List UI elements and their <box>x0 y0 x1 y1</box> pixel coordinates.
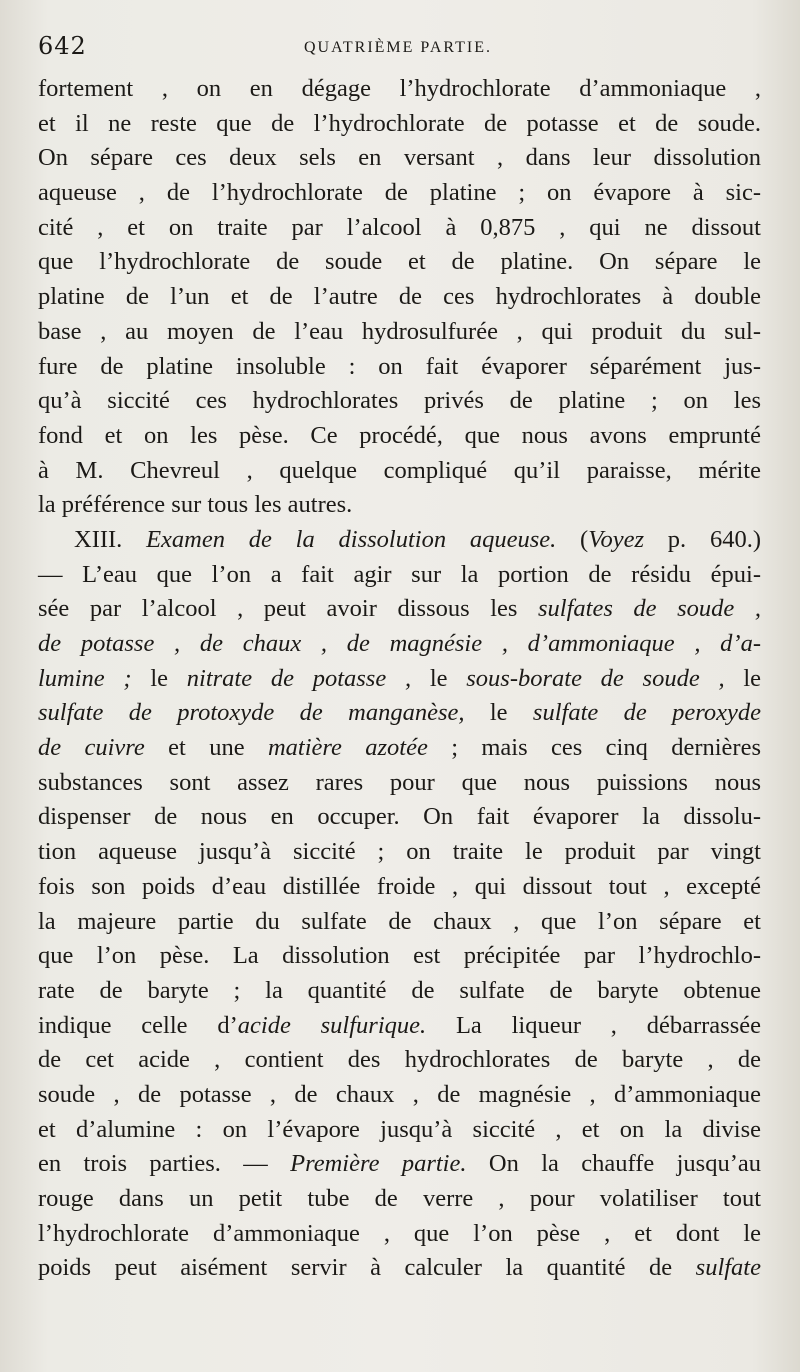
text-line <box>38 523 761 558</box>
text-line <box>38 870 761 905</box>
text-run: cité , et on traite par l’alcool à 0,875 , qui ne dissout <box>38 213 761 241</box>
text-line <box>38 558 761 593</box>
text-run: soude , de potasse , de chaux , de magnésie , d’ammoniaque <box>38 1080 761 1108</box>
page-number: 642 <box>38 32 87 60</box>
italic-text: acide sulfurique. <box>237 1011 427 1039</box>
text-run: fure de platine insoluble : on fait évaporer séparément jus- <box>38 352 761 380</box>
text-run: p. 640.) <box>644 525 761 553</box>
text-line <box>38 939 761 974</box>
text-run: qu’à siccité ces hydrochlorates privés de platine ; on les <box>38 387 761 415</box>
text-line <box>38 1009 761 1044</box>
text-line <box>38 350 761 385</box>
text-line <box>38 176 761 211</box>
italic-text: Voyez <box>588 525 645 553</box>
text-run: poids peut aisément servir à calculer la quantité de <box>38 1254 696 1282</box>
text-run: que l’on pèse. La dissolution est précipitée par l’hydrochlo- <box>38 942 761 970</box>
text-run: La liqueur , débarrassée <box>426 1011 761 1039</box>
text-line <box>38 488 761 523</box>
text-line <box>38 835 761 870</box>
italic-text: de potasse , de chaux , de magnésie , d’ammoniaque , d’a- <box>38 630 761 657</box>
text-run: et il ne reste que de l’hydrochlorate de potasse et de soude. <box>38 109 761 137</box>
italic-text: sulfate de protoxyde de manganèse, <box>38 699 465 727</box>
text-line <box>38 974 761 1009</box>
text-line <box>38 1182 761 1217</box>
italic-text: sulfate <box>695 1254 761 1282</box>
text-run: à M. Chevreul , quelque compliqué qu’il paraisse, mérite <box>38 456 761 484</box>
italic-text: Examen de la dissolution aqueuse. <box>146 525 557 553</box>
text-line <box>38 800 761 835</box>
text-run: et une <box>144 734 268 762</box>
text-run: sée par l’alcool , peut avoir dissous les <box>38 595 538 623</box>
italic-text: sulfate de peroxyde <box>532 699 761 727</box>
text-run: On sépare ces deux sels en versant , dans leur dissolution <box>38 144 761 172</box>
text-run: rate de baryte ; la quantité de sulfate de baryte obtenue <box>38 976 761 1004</box>
text-run: ; mais ces cinq dernières <box>427 734 761 762</box>
text-line <box>38 696 761 731</box>
text-run: base , au moyen de l’eau hydrosulfurée , qui produit du sul- <box>38 317 761 345</box>
text-run: tion aqueuse jusqu’à siccité ; on traite le produit par vingt <box>38 838 761 866</box>
text-run: le <box>464 699 533 727</box>
italic-text: sous-borate de soude , <box>466 664 725 692</box>
italic-text: matière azotée <box>267 734 428 762</box>
text-line <box>38 419 761 454</box>
text-run: platine de l’un et de l’autre de ces hydrochlorates à double <box>38 283 761 311</box>
text-run: fond et on les pèse. Ce procédé, que nous avons emprunté <box>38 421 761 449</box>
text-line <box>38 72 761 107</box>
text-run: l’hydrochlorate d’ammoniaque , que l’on pèse , et dont le <box>38 1219 761 1247</box>
text-run: le <box>724 664 762 692</box>
text-line <box>38 384 761 419</box>
text-run: en trois parties. — <box>38 1150 291 1178</box>
text-run: le <box>411 664 467 692</box>
text-run: la majeure partie du sulfate de chaux , que l’on sépare et <box>38 907 761 935</box>
text-run: fortement , on en dégage l’hydrochlorate d’ammoniaque , <box>38 75 761 102</box>
text-run: fois son poids d’eau distillée froide , qui dissout tout , excepté <box>38 872 761 900</box>
text-line <box>38 592 761 627</box>
text-line <box>38 280 761 315</box>
text-line <box>38 1217 761 1252</box>
text-run: le <box>131 664 187 692</box>
italic-text: nitrate de potasse , <box>186 664 412 692</box>
text-line <box>38 141 761 176</box>
text-line <box>38 245 761 280</box>
text-run: XIII. <box>74 525 147 553</box>
text-run: — L’eau que l’on a fait agir sur la portion de résidu épui- <box>38 560 761 588</box>
text-line <box>38 454 761 489</box>
text-run: ( <box>556 525 589 553</box>
text-run: indique celle d’ <box>38 1011 238 1039</box>
text-line <box>38 662 761 697</box>
italic-text: lumine ; <box>38 664 132 692</box>
text-run: On la chauffe jusqu’au <box>466 1150 761 1178</box>
text-line <box>38 627 761 662</box>
text-run: aqueuse , de l’hydrochlorate de platine ; on évapore à sic- <box>38 179 761 207</box>
text-line <box>38 1147 761 1182</box>
text-line <box>38 905 761 940</box>
body-text <box>38 72 761 1286</box>
text-line <box>38 1113 761 1148</box>
text-run: dispenser de nous en occuper. On fait évaporer la dissolu- <box>38 803 761 831</box>
text-line <box>38 211 761 246</box>
text-line <box>38 1043 761 1078</box>
italic-text: Première partie. <box>290 1150 467 1178</box>
text-run: que l’hydrochlorate de soude et de platine. On sépare le <box>38 248 761 276</box>
text-line <box>38 1251 761 1286</box>
text-run: substances sont assez rares pour que nous puissions nous <box>38 768 761 796</box>
text-run: rouge dans un petit tube de verre , pour volatiliser tout <box>38 1185 761 1212</box>
text-line <box>38 731 761 766</box>
page-header <box>38 32 758 66</box>
text-run: de cet acide , contient des hydrochlorates de baryte , de <box>38 1046 761 1074</box>
text-line <box>38 107 761 142</box>
text-run: la préférence sur tous les autres. <box>38 491 353 519</box>
italic-text: de cuivre <box>38 734 145 762</box>
running-head: QUATRIÈME PARTIE. <box>303 39 492 56</box>
italic-text: sulfates de soude , <box>538 595 761 623</box>
text-line <box>38 766 761 801</box>
text-run: et d’alumine : on l’évapore jusqu’à siccité , et on la divise <box>38 1115 761 1143</box>
text-line <box>38 1078 761 1113</box>
text-line <box>38 315 761 350</box>
